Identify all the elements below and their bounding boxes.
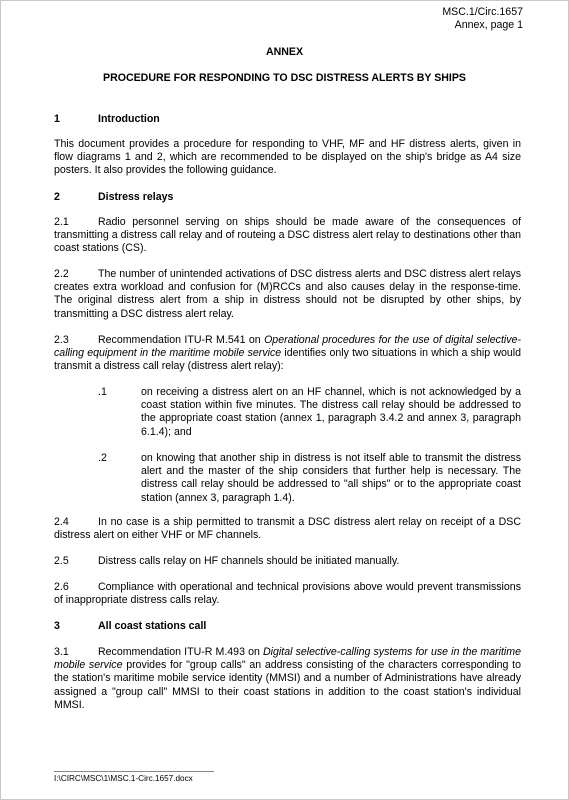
section-2-heading — [54, 191, 521, 204]
footer-divider — [54, 771, 214, 772]
footer-file-path: I:\CIRC\MSC\1\MSC.1-Circ.1657.docx — [54, 774, 193, 783]
recommendation-title: Digital selective-calling systems for use in the maritime mobile service — [54, 646, 521, 672]
document-title: PROCEDURE FOR RESPONDING TO DSC DISTRESS ALERTS BY SHIPS — [103, 72, 466, 84]
section-title: Introduction — [98, 113, 160, 125]
paragraph-3-1 — [54, 646, 521, 712]
paragraph-number: 3.1 — [54, 646, 69, 658]
document-code: MSC.1/Circ.1657 — [442, 6, 523, 18]
recommendation-title: Operational procedures for the use of digital selective-calling equipment in the maritime mobile service — [54, 334, 521, 360]
paragraph-text-pre: Recommendation ITU-R M.493 on — [98, 646, 264, 658]
paragraph-number: 2.1 — [54, 216, 69, 228]
section-number: 2 — [54, 191, 60, 203]
paragraph-number: 2.6 — [54, 581, 69, 593]
paragraph-text: In no case is a ship permitted to transmit a DSC distress alert relay on receipt of a DSC distress alert on either VHF or MF channels. — [54, 516, 521, 542]
section-number: 3 — [54, 620, 60, 632]
paragraph-number: 2.3 — [54, 334, 69, 346]
paragraph-2-5 — [54, 555, 521, 568]
page-header — [442, 6, 523, 31]
list-item-number: .2 — [98, 452, 107, 464]
list-item-text: on knowing that another ship in distress is not itself able to transmit the distress alert and the master of the ship considers that further help is necessary. The distress call relay should be addressed to "all ships" or to the appropriate coast station (annex 3, paragraph 1.4). — [141, 452, 521, 504]
paragraph-2-6 — [54, 581, 521, 607]
paragraph-number: 2.5 — [54, 555, 69, 567]
list-item-2 — [98, 452, 521, 506]
section-1-text: This document provides a procedure for responding to VHF, MF and HF distress alerts, given in flow diagrams 1 and 2, which are recommended to be displayed on the ship's bridge as A4 size posters. It also provides the following guidance. — [54, 138, 521, 177]
section-1-heading — [54, 113, 521, 126]
paragraph-number: 2.4 — [54, 516, 69, 528]
annex-label: ANNEX — [265, 46, 304, 58]
paragraph-2-1 — [54, 216, 521, 256]
paragraph-number: 2.2 — [54, 268, 69, 280]
paragraph-2-2 — [54, 268, 521, 321]
section-3-heading — [54, 620, 521, 633]
section-title: All coast stations call — [98, 620, 207, 632]
page-reference: Annex, page 1 — [454, 18, 523, 31]
paragraph-2-4 — [54, 516, 521, 542]
paragraph-text: The number of unintended activations of DSC distress alerts and DSC distress alert relays creates extra workload and confusion for (M)RCCs and also causes delay in the response-time. The original distress alert from a ship in distress should not be disrupted by other ships, by transmitting a DSC distress alert relay. — [54, 268, 521, 320]
list-item-text: on receiving a distress alert on an HF channel, which is not acknowledged by a coast station within five minutes. The distress call relay should be addressed to the appropriate coast station (annex 1, paragraph 3.4.2 and annex 3, paragraph 6.1.4); and — [141, 386, 521, 438]
list-item-1 — [98, 386, 521, 440]
paragraph-text-pre: Recommendation ITU-R M.541 on — [98, 334, 265, 346]
paragraph-text-post: provides for "group calls" an address consisting of the characters corresponding to the station's maritime mobile service identity (MMSI) and a number of Administrations have already assigned a "group call" MMSI to their coast stations in addition to the coast station's individual MMSI. — [54, 659, 521, 711]
paragraph-text: Compliance with operational and technical provisions above would prevent transmissions of inappropriate distress calls relay. — [54, 581, 521, 607]
paragraph-text: Distress calls relay on HF channels should be initiated manually. — [98, 555, 400, 567]
paragraph-text-post: identifies only two situations in which a ship would transmit a distress call relay (distress alert relay): — [54, 347, 521, 373]
paragraph-2-3 — [54, 334, 521, 374]
paragraph-text: Radio personnel serving on ships should be made aware of the consequences of transmitting a distress call relay and of routeing a DSC distress alert relay to destinations other than coast stations (CS). — [54, 216, 521, 255]
section-number: 1 — [54, 113, 60, 125]
list-item-number: .1 — [98, 386, 107, 398]
section-title: Distress relays — [98, 191, 174, 203]
